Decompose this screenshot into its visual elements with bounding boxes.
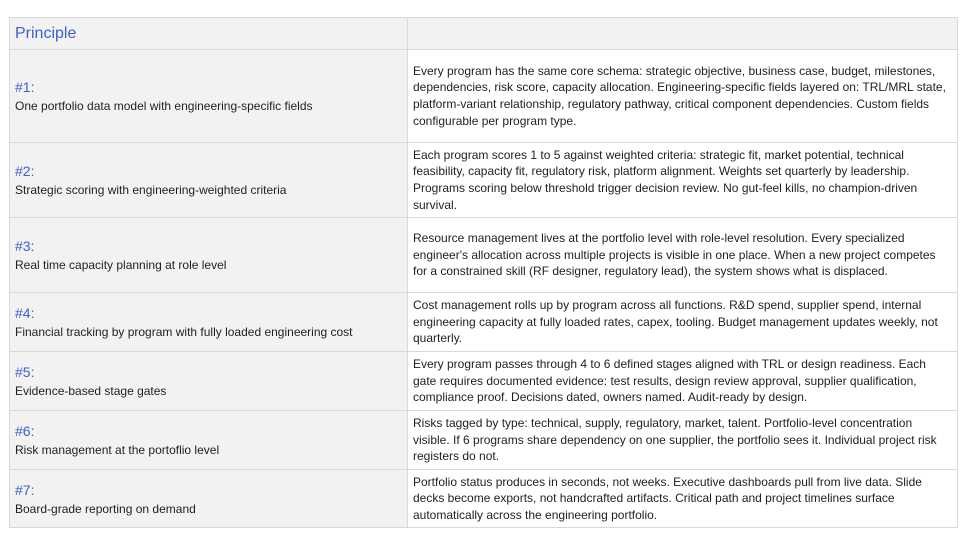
table-row [10,352,958,411]
principle-number: #6: [15,423,35,439]
principle-description: Resource management lives at the portfolio level with role-level resolution. Every specialized engineer's allocation across multiple projects is visible in one place. When a new project competes for a constrained skill (RF designer, regulatory lead), the system shows what is displaced. [408,218,958,293]
principle-name: Financial tracking by program with fully loaded engineering cost [15,325,353,339]
principles-table [9,17,958,528]
principle-cell [10,143,408,218]
principle-name: Evidence-based stage gates [15,384,167,398]
principle-cell [10,470,408,528]
principle-cell [10,411,408,470]
table-row [10,218,958,293]
principle-name: Strategic scoring with engineering-weighted criteria [15,183,287,197]
principle-cell [10,218,408,293]
principle-number: #4: [15,305,35,321]
description-header-cell [408,18,958,50]
principle-description: Every program has the same core schema: strategic objective, business case, budget, milestones, dependencies, risk score, capacity allocation. Engineering-specific fields layered on: TRL/MRL state, platform-variant relationship, regulatory pathway, critical component dependencies. Custom fields configurable per program type. [408,50,958,143]
principle-cell [10,293,408,352]
principle-cell [10,352,408,411]
header-row [10,18,958,50]
principle-description: Cost management rolls up by program across all functions. R&D spend, supplier spend, internal engineering capacity at fully loaded rates, capex, tooling. Budget management updates weekly, not quarterly. [408,293,958,352]
principle-number: #5: [15,364,35,380]
principle-name: Real time capacity planning at role level [15,258,227,272]
table-row [10,293,958,352]
principle-number: #2: [15,163,35,179]
table-row [10,411,958,470]
principle-description: Portfolio status produces in seconds, not weeks. Executive dashboards pull from live data. Slide decks become exports, not handcrafted artifacts. Critical path and project timelines surface automatically across the engineering portfolio. [408,470,958,528]
principle-number: #1: [15,79,35,95]
principle-name: One portfolio data model with engineering-specific fields [15,99,313,113]
principle-cell [10,50,408,143]
principle-name: Board-grade reporting on demand [15,501,196,516]
principle-description: Each program scores 1 to 5 against weighted criteria: strategic fit, market potential, technical feasibility, capacity fit, regulatory risk, platform alignment. Weights set quarterly by leadership. Programs scoring below threshold trigger decision review. No gut-feel kills, no champion-driven survival. [408,143,958,218]
principle-number: #3: [15,238,35,254]
table-row [10,143,958,218]
table-row [10,50,958,143]
principle-column-header: Principle [15,24,77,42]
principle-header-cell [10,18,408,50]
principle-description: Risks tagged by type: technical, supply, regulatory, market, talent. Portfolio-level concentration visible. If 6 programs share dependency on one supplier, the portfolio sees it. Individual project risk registers do not. [408,411,958,470]
principle-number: #7: [15,481,35,498]
table-row [10,470,958,528]
principle-description: Every program passes through 4 to 6 defined stages aligned with TRL or design readiness. Each gate requires documented evidence: test results, design review approval, supplier qualification, compliance proof. Decisions dated, owners named. Audit-ready by design. [408,352,958,411]
principle-name: Risk management at the portoflio level [15,443,220,457]
